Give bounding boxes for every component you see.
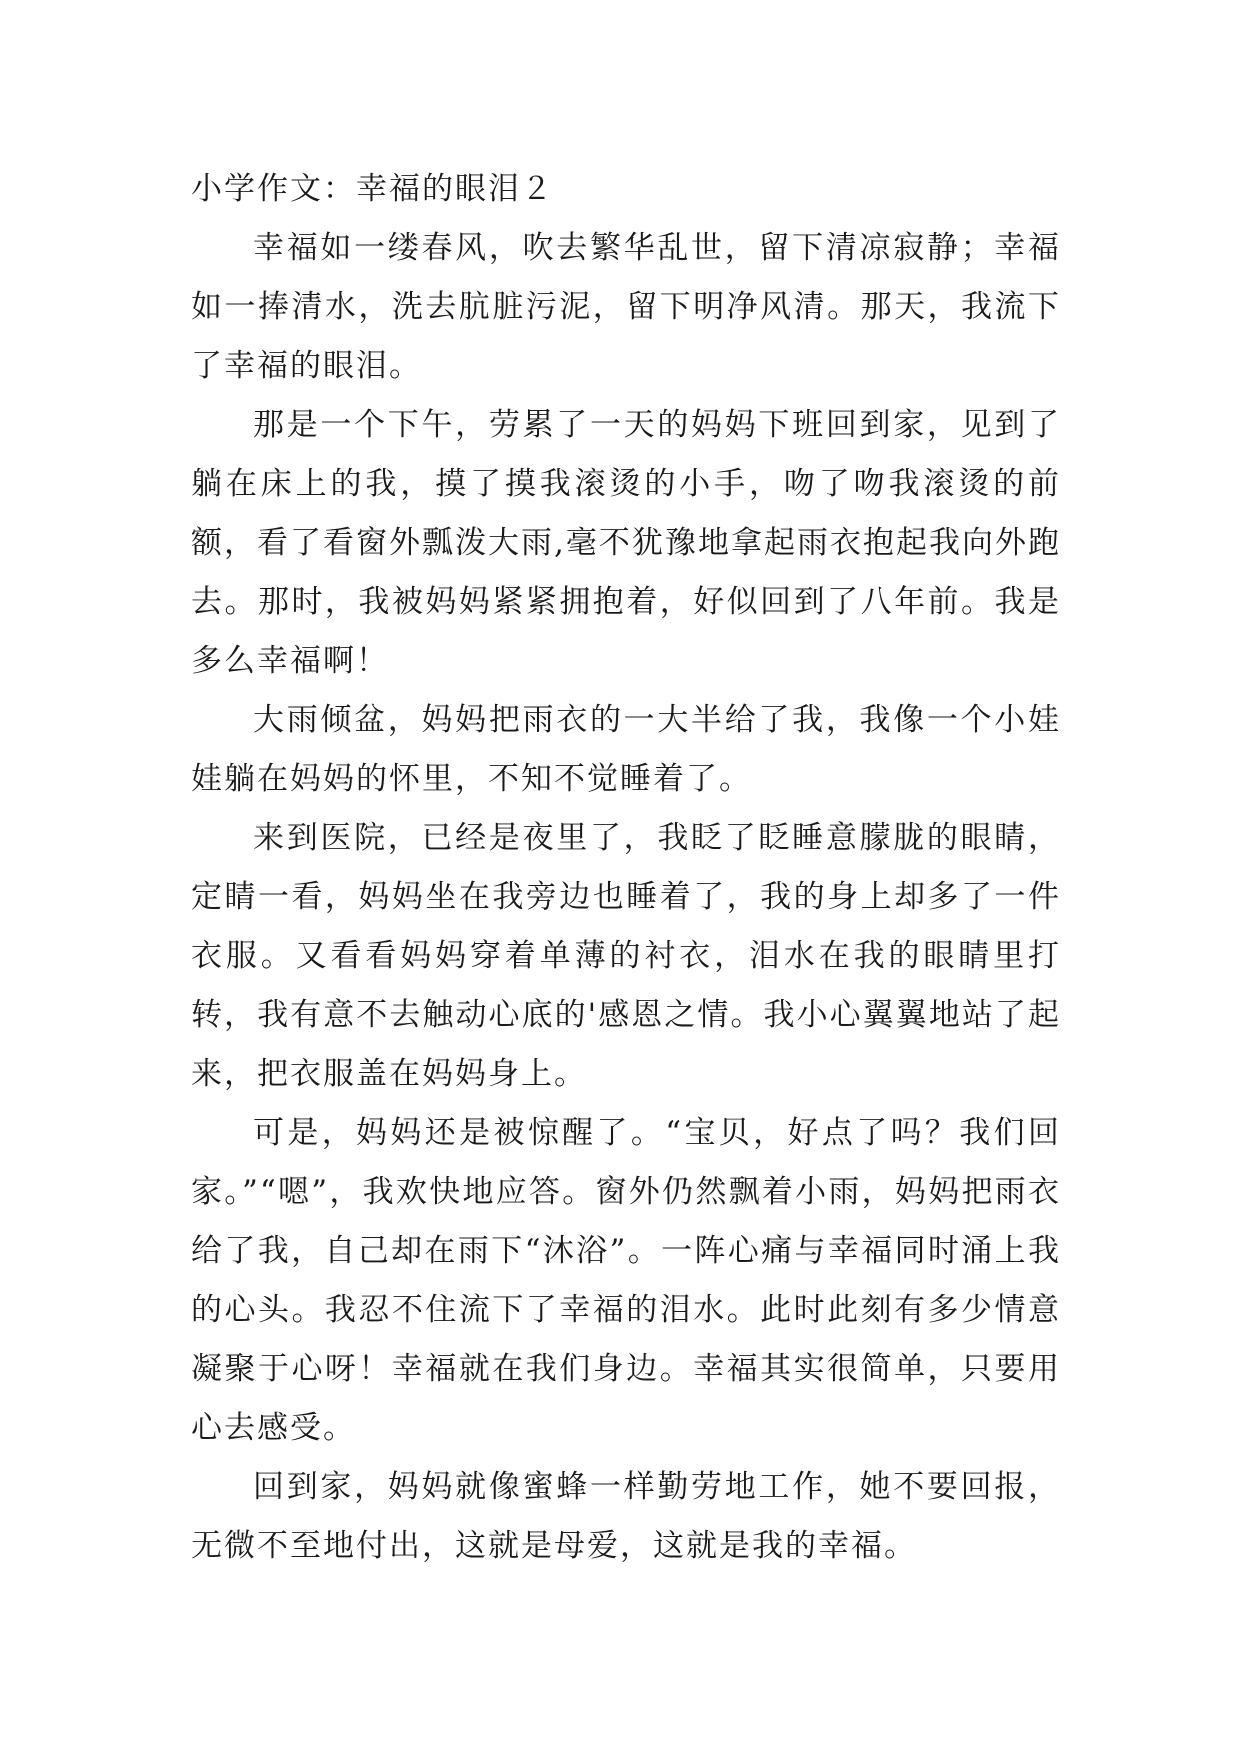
paragraph-4: 来到医院，已经是夜里了，我眨了眨睡意朦胧的眼睛，定睛一看，妈妈坐在我旁边也睡着了，我的身上却多了一件衣服。又看看妈妈穿着单薄的衬衣，泪水在我的眼睛里打转，我有意不去触动心底的'感恩之情。我小心翼翼地站了起来，把衣服盖在妈妈身上。: [191, 820, 1061, 1092]
document-title: 小学作文：幸福的眼泪２: [191, 171, 554, 207]
paragraph-2: 那是一个下午，劳累了一天的妈妈下班回到家，见到了躺在床上的我，摸了摸我滚烫的小手，吻了吻我滚烫的前额，看了看窗外瓢泼大雨,毫不犹豫地拿起雨衣抱起我向外跑去。那时，我被妈妈紧紧拥抱着，好似回到了八年前。我是多么幸福啊！: [191, 407, 1061, 679]
paragraph-3: 大雨倾盆，妈妈把雨衣的一大半给了我，我像一个小娃娃躺在妈妈的怀里，不知不觉睡着了。: [191, 702, 1061, 797]
paragraph-5: 可是，妈妈还是被惊醒了。“宝贝，好点了吗？我们回家。”“嗯”，我欢快地应答。窗外仍然飘着小雨，妈妈把雨衣给了我，自己却在雨下“沐浴”。一阵心痛与幸福同时涌上我的心头。我忍不住流下了幸福的泪水。此时此刻有多少情意凝聚于心呀！幸福就在我们身边。幸福其实很简单，只要用心去感受。: [191, 1115, 1061, 1446]
document-body: [191, 160, 1061, 1576]
paragraph-1: 幸福如一缕春风，吹去繁华乱世，留下清凉寂静；幸福如一捧清水，洗去肮脏污泥，留下明净风清。那天，我流下了幸福的眼泪。: [191, 230, 1061, 384]
paragraph-6: 回到家，妈妈就像蜜蜂一样勤劳地工作，她不要回报，无微不至地付出，这就是母爱，这就是我的幸福。: [191, 1469, 1061, 1564]
